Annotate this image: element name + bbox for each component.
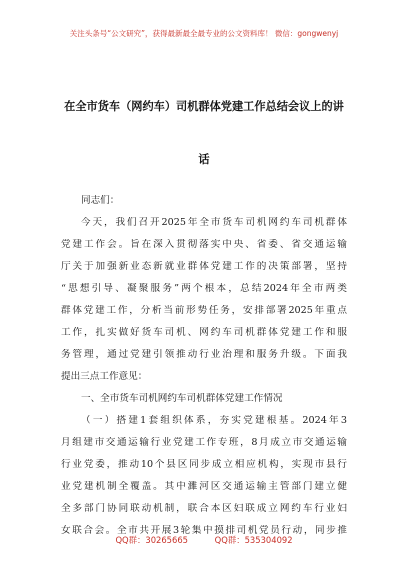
body-line: 全多部门协同联动机制，联合本区妇联成立网约车行业妇 bbox=[61, 503, 347, 514]
body-line: 提出三点工作意见： bbox=[61, 371, 148, 382]
body-line: 月组建市交通运输行业党建工作专班，8月成立市交通运输 bbox=[61, 437, 347, 448]
header-banner: 关注头条号“公文研究”，获得最新最全最专业的公文资料库！ 微信：gongwenyj bbox=[69, 29, 339, 38]
document-title-line-2: 话 bbox=[198, 153, 210, 166]
body-line: 行业党委，推动10个县区同步成立相应机构，实现市县行 bbox=[61, 459, 347, 470]
body-line: 群体党建工作，分析当前形势任务，安排部署2025年重点 bbox=[61, 305, 347, 316]
body-line: 工作，扎实做好货车司机、网约车司机群体党建工作和服 bbox=[61, 327, 347, 338]
salutation: 同志们： bbox=[81, 195, 120, 206]
body-line: 务管理，通过党建引领推动行业治理和服务升级。下面我 bbox=[61, 349, 347, 360]
section-heading: 一、全市货车司机网约车司机群体党建工作情况 bbox=[81, 393, 283, 404]
body-line: 业党建机制全覆盖。其中濉河区交通运输主管部门建立健 bbox=[61, 481, 347, 492]
body-line: 党建工作会。旨在深入贯彻落实中央、省委、省交通运输 bbox=[61, 239, 347, 250]
footer-qq-group-1: QQ群：30265665 bbox=[115, 535, 188, 545]
subsection-heading: （一）搭建1套组织体系，夯实党建根基。2024年3 bbox=[81, 415, 347, 426]
body-line: 厅关于加强新业态新就业群体党建工作的决策部署，坚持 bbox=[61, 261, 347, 272]
footer-qq-group-2: QQ群：535304092 bbox=[214, 535, 293, 545]
body-line: 今天，我们召开2025年全市货车司机网约车司机群体 bbox=[81, 217, 347, 228]
body-line: “思想引导、凝聚服务”两个根本，总结2024年全市两类 bbox=[61, 283, 347, 294]
body-line: 女联合会。全市共开展3轮集中摸排司机党员行动，同步推 bbox=[61, 525, 347, 536]
document-title-line-1: 在全市货车（网约车）司机群体党建工作总结会议上的讲 bbox=[64, 100, 344, 113]
footer-contact bbox=[0, 534, 408, 546]
